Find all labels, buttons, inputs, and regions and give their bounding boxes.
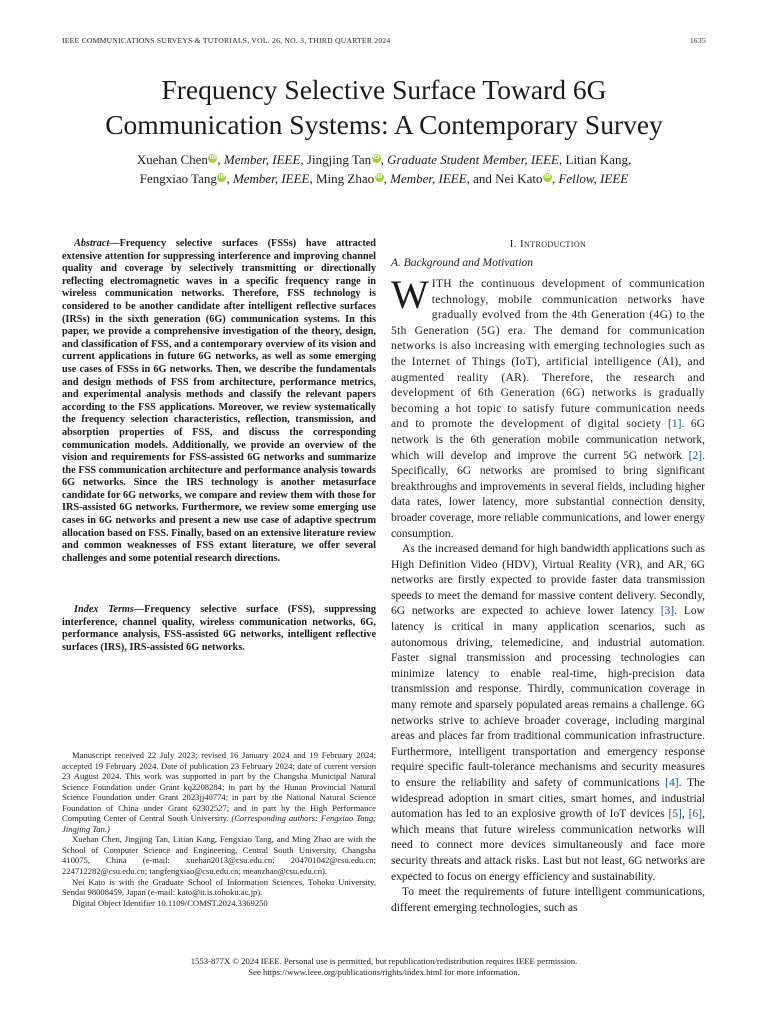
abstract-label: Abstract [74, 238, 110, 249]
citation-link[interactable]: [1] [667, 418, 682, 431]
orcid-icon[interactable]: iD [218, 174, 226, 180]
subsection-heading: A. Background and Motivation [391, 257, 534, 269]
title-line-1: Frequency Selective Surface Toward 6G [161, 74, 607, 105]
orcid-icon[interactable]: iD [372, 155, 380, 161]
abstract-text: —Frequency selective surfaces (FSSs) have attracted extensive attention for suppressing interference and improving channel quality and coverage by selectively transmitting or directionally reflecting electromagnetic waves in a specific frequency range in wireless communication networks. Therefore, FSS technology is considered to be another candidate after intelligent reflective surfaces (IRSs) in the sixth generation (6G) communication systems. In this paper, we provide a comprehensive investigation of the theory, design, and classification of FSS, and a contemporary overview of its vision and current applications in future 6G networks, as well as some emerging use cases of FSSs in 6G networks. Then, we describe the fundamentals and design methods of FSS from architecture, performance metrics, and experimental analysis methods and classify the relevant papers according to the FSS applications. Moreover, we review systematically the frequency selection characteristics, reflection, transmission, and absorption properties of FSS, and discuss the corresponding communication models. Additionally, we provide an overview of the vision and requirements for FSS-assisted 6G networks and summarize the FSS communication architecture and performance analysis towards 6G networks. Since the IRS technology is another metasurface candidate for 6G networks, we compare and review them with those for IRS-assisted 6G networks. Furthermore, we review some emerging use cases in 6G networks and present a new use case of adaptive spectrum allocation based on FSS. Finally, based on an extensive literature review and common weaknesses of FSS extant literature, we offer several challenges and some potential research directions. [62, 238, 376, 564]
author-list [0, 150, 768, 188]
title-line-2: Communication Systems: A Contemporary Survey [105, 109, 663, 140]
section-heading [391, 238, 705, 250]
footnote-manuscript: Manuscript received 22 July 2023; revised 16 January 2024 and 19 February 2024; accepted 19 February 2024. Date of publication 23 February 2024; date of current version 23 August 2024. This work was supported in part by the Changsha Municipal Natural Science Foundation under Grant kq2208284; in part by the Hunan Provincial Natural Science Foundation under Grant 2023jj40774; in part by the National Natural Science Foundation of China under Grant 62302527; and in part by the High Performance Computing Center of Central South University. (Corresponding authors: Fengxiao Tang; Jingjing Tan.) [62, 750, 376, 834]
orcid-icon[interactable]: iD [209, 155, 217, 161]
copyright-line-1: 1553-877X © 2024 IEEE. Personal use is permitted, but republication/redistribution requires IEEE permission. [190, 956, 578, 966]
abstract [62, 238, 376, 565]
body-text [391, 272, 705, 916]
author-role: Member, IEEE [390, 171, 467, 186]
paragraph: To meet the requirements of future intelligent communications, different emerging technologies, such as [391, 886, 705, 914]
footnote-affiliation-kato: Nei Kato is with the Graduate School of Information Sciences, Tohoku University, Sendai 98008459, Japan (e-mail: kato@it.is.tohoku.ac.jp). [62, 876, 376, 898]
author-role: Graduate Student Member, IEEE [387, 152, 559, 167]
footnote-doi: Digital Object Identifier 10.1109/COMST.2024.3369250 [72, 897, 268, 908]
index-terms-label: Index Terms [74, 604, 134, 615]
page-number: 1635 [689, 36, 706, 45]
author-name: and Nei Kato [473, 171, 543, 186]
running-header [62, 36, 706, 45]
footnote-affiliation: Xuehan Chen, Jingjing Tan, Litian Kang, Fengxiao Tang, and Ming Zhao are with the School of Computer Science and Engineering, Central South University, Changsha 410075, China (e-mail: xuehan2013@csu.edu.cn; 204701042@csu.edu.cn; 224712282@csu.edu.cn; tangfengxiao@csu.edu.cn; meanzhao@csu.edu.cn). [62, 834, 376, 877]
author-name: Litian Kang, [565, 152, 632, 167]
citation-link[interactable]: [5] [668, 808, 682, 821]
index-terms-text: —Frequency selective surface (FSS), suppressing interference, channel quality, wireless communication networks, 6G, performance analysis, FSS-assisted 6G networks, intelligent reflective surfaces (IRS), IRS-assisted 6G networks. [62, 604, 376, 653]
author-role: Fellow, IEEE [558, 171, 629, 186]
author-name: Xuehan Chen [136, 152, 208, 167]
citation-link[interactable]: [3] [660, 605, 675, 618]
citation-link[interactable]: [6] [688, 808, 703, 821]
author-role: Member, IEEE [223, 152, 301, 167]
section-title: Introduction [520, 238, 587, 250]
orcid-icon[interactable]: iD [375, 174, 383, 180]
paragraph: WITH the continuous development of communication technology, mobile communication networks have gradually evolved from the 4th Generation (4G) to the 5th Generation (5G) era. The demand for communication networks is also increasing with emerging technologies such as the Internet of Things (IoT), artificial intelligence (AI), and augmented reality (AR). Therefore, the research and development of 6th Generation (6G) networks is gradually becoming a hot topic to satisfy future communication needs and to promote the development of digital society [1]. 6G network is the 6th generation mobile communication network, which will develop and improve the current 5G network [2]. Specifically, 6G networks are promised to bring significant breakthroughs and improvements in several fields, including higher data rates, lower latency, more substantial connection density, broader coverage, more reliable communications, and lower energy consumption. [391, 272, 705, 540]
journal-header: IEEE COMMUNICATIONS SURVEYS & TUTORIALS, VOL. 26, NO. 3, THIRD QUARTER 2024 [62, 36, 391, 45]
orcid-icon[interactable]: iD [544, 174, 551, 180]
index-terms [62, 604, 376, 654]
author-name: Jingjing Tan [306, 152, 372, 167]
author-line-2: Fengxiao Tang iD, Member, IEEE, Ming Zhao iD, Member, IEEE, and Nei Kato iD, Fellow, IEEE [139, 171, 629, 186]
section-number: I. [509, 238, 517, 250]
paragraph: As the increased demand for high bandwidth applications such as High Definition Video (HDV), Virtual Reality (VR), and AR, 6G networks are firstly expected to provide faster data transmission speeds to meet the demand for massive content delivery. Secondly, 6G networks are expected to achieve lower latency [3]. Low latency is critical in many application scenarios, such as autonomous driving, telemedicine, and industrial automation. Faster signal transmission and processing technologies can minimize latency to enable real-time, high-precision data transmission and response. Thirdly, communication coverage in many remote and sparsely populated areas remains a challenge. 6G networks strive to achieve broader coverage, including marginal areas and places far from traditional communication infrastructure. Furthermore, intelligent transportation and emergency response require specific fault-tolerance mechanisms and security measures to ensure the reliability and safety of communications [4]. The widespread adoption in smart cities, smart homes, and industrial automation has led to an explosive growth of IoT devices [5], [6], which means that future wireless communication networks will need to connect more devices simultaneously and face more security threats and attack risks. Last but not least, 6G networks are expected to focus on energy efficiency and sustainability. [391, 543, 705, 883]
paper-title [0, 72, 768, 142]
author-role: Member, IEEE [232, 171, 310, 186]
first-page-footnote [62, 750, 376, 908]
copyright-line-2: See https://www.ieee.org/publications/rights/index.html for more information. [248, 967, 520, 977]
author-line-1: Xuehan Chen iD, Member, IEEE, Jingjing Tan iD, Graduate Student Member, IEEE, Litian Kang, [136, 152, 632, 167]
author-name: Fengxiao Tang [139, 171, 217, 186]
citation-link[interactable]: [4] [665, 777, 679, 789]
citation-link[interactable]: [2] [688, 449, 703, 462]
copyright-notice [0, 956, 768, 978]
drop-cap: W [391, 272, 429, 317]
author-name: Ming Zhao [315, 171, 375, 186]
